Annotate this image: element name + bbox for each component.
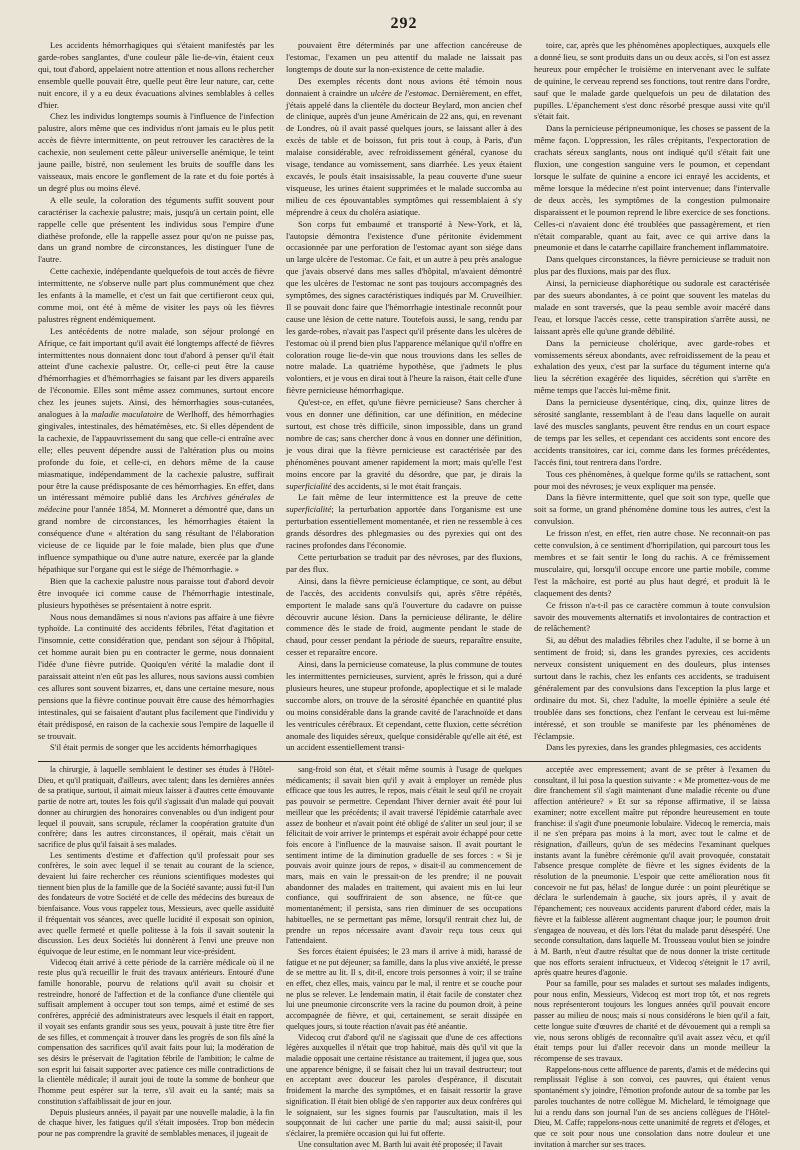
paragraph: Ainsi, dans la pernicieuse comateuse, la plus commune de toutes les intermittentes pernicieuses, survient, après le frisson, qui a duré plusieurs heures, une stupeur profonde, apoplectique et si le malade succombe alors, on trouve de la sérosité épanchée en quantité plus ou moins considérable dans la grande cavité de l'arachnoïde et dans les ventricules cérébraux. Et cependant, cette fluxion, cette sécrétion anomale des liquides séreux, quelque considérable qu'elle ait été, est un accident essentiellement transi- <box>286 659 522 753</box>
paragraph: la chirurgie, à laquelle semblaient le destiner ses études à l'Hôtel-Dieu, et qu'il pratiquait, d'ailleurs, avec talent; dans les dernières années de sa pratique, surtout, il aimait mieux laisser à d'autres cette émouvante partie de notre art, toutes les fois qu'il s'agissait d'un malade qui pouvait donner au chirurgien des honoraires convenables ou d'un indigent pour lequel il pouvait, sans scrupule, réclamer la coopération gratuite d'un confrère; dans les autres circonstances, il opérait, mais c'était un sacrifice de plus qu'il faisait à ses malades. <box>38 765 274 849</box>
paragraph: Dans la pernicieuse péripneumonique, les choses se passent de la même façon. L'oppression, les râles crépitants, l'expectoration de crachats séreux sanglants, nous ont indiqué qu'il s'était fait une fluxion, une congestion sanguine vers le poumon, et cependant lorsque le sulfate de quinine a encore ici enrayé les accidents, et même lorsque la médecine n'est point intervenue; dans l'intervalle de deux accès, les symptômes de la congestion pulmonaire disparaissent et le poumon reprend le libre exercice de ses fonctions. Celles-ci n'avaient donc été troublées que passagèrement, et rien n'était comparable, quant au fait, avec ce qui arrive dans la pneumonie et dans le catarrhe capillaire franchement inflammatoire. <box>534 123 771 253</box>
paragraph: sang-froid son état, et s'était même soumis à l'usage de quelques médicaments; il savait bien qu'il y avait à employer un remède plus efficace que tous les autres, le repos, mais c'était le seul qu'il ne croyait pas pouvoir se permettre. Cependant l'hiver dernier avait été pour lui meilleur que les précédents; il avait traversé l'épidémie catarrhale avec assez de bonheur et n'avait point été obligé de s'aliter un seul jour; il se félicitait de voir arriver le printemps et espérait avoir échappé pour cette fois encore à l'influence de la mauvaise saison. Il avait pourtant le sentiment intime de la diminution graduelle de ses forces : « Si je pouvais avoir quinze jours de repos, » disait-il au commencement de mars, mais en vain le pressait-on de les prendre; il ne pouvait abandonner des malades en traitement, qui avaient mis en lui leur confiance, qui souffriraient de son absence, ne fût-ce que momentanément; il persista, sans rien diminuer de ses occupations habituelles, ne se permettant pas même, lorsqu'il rentrait chez lui, de prendre un repos nécessaire avant d'avoir reçu tous ceux qui l'attendaient. <box>286 765 522 946</box>
paragraph: Bien que la cachexie palustre nous paraisse tout d'abord devoir être invoquée ici comme cause de l'hémorrhagie intestinale, plusieurs hypothèses se présentaient à notre esprit. <box>38 575 274 610</box>
paragraph: Rappelons-nous cette affluence de parents, d'amis et de médecins qui remplissait l'église à son convoi, ces pauvres, qui étaient venus spontanément s'y joindre, l'émotion profonde autour de sa tombe par les paroles touchantes de notre collègue M. Michelard, le témoignage que lui a rendu dans son journal l'un de ses anciens collègues de l'Hôtel-Dieu, M. Caffe; rappelons-nous cette unanimité de regrets et d'éloges, et que ce soit pour nous une consolation dans notre douleur et une invitation à marcher sur ses traces. <box>534 1064 770 1149</box>
paragraph: Ce frisson n'a-t-il pas ce caractère commun à toute convulsion savoir des mouvements alternatifs et involontaires de contraction et de relâchement? <box>534 599 770 634</box>
paragraph: Videcoq crut d'abord qu'il ne s'agissait que d'une de ces affections légères auxquelles il n'était que trop habitué, mais dès qu'il vit que la maladie opposait une certaine résistance au traitement, il jugea que, sous une apparence bénigne, il se faisait chez lui un travail destructeur; tout en acceptant avec douceur les paroles d'espérance, il discutait froidement la marche des symptômes, et en faisait ressortir la grave signification. Il était bien obligé de s'en rapporter aux deux confrères qui le soignaient, sur les signes fournis par l'auscultation, mais il les soupçonnait de lui cacher une partie du mal; aussi saisit-il, pour s'éclairer, la première occasion qui lui fut offerte. <box>286 1032 522 1138</box>
paragraph: Dans la pernicieuse dysentérique, cinq, dix, quinze litres de sérosité sanglante, ressemblant à de l'eau dans laquelle on aurait lavé des muscles sanglants, peuvent être rendus en un court espace de temps par les selles, et cependant ces accidents sont encore des accidents transitoires, car ici, comme dans les formes précédentes, l'accès fini, tout rentrera dans l'ordre. <box>534 397 770 467</box>
paragraph: Le frisson n'est, en effet, rien autre chose. Ne reconnait-on pas cette convulsion, à ce sentiment d'horripilation, qui parcourt tous les membres et se fait sentir le long du rachis. A ce frémissement musculaire, qui, lorsqu'il occupe encore une partie mobile, comme l'est la mâchoire, est porté au plus haut degré, et produit là le claquement des dents? <box>534 528 770 598</box>
paragraph: Ainsi, dans la fièvre pernicieuse éclamptique, ce sont, au début de l'accès, des accidents convulsifs qui, après s'être répétés, emportent le malade sans qu'à l'ouverture du cadavre on puisse découvrir aucune lésion. Dans la pernicieuse délirante, le délire commence dès le stade de froid, augmente pendant le stade de chaud, pour cesser pendant la période de sueurs, reparaître ensuite, cesser et reparaître encore. <box>286 575 522 658</box>
paragraph: toire, car, après que les phénomènes apoplectiques, auxquels elle a donné lieu, se sont produits dans un ou deux accès, si l'on est assez heureux pour empêcher le troisième en intervenant avec le sulfate de quinine, le cerveau reprend ses fonctions, tout rentre dans l'ordre, sauf que le malade garde quelquefois un peu de dilatation des pupilles. L'épanchement s'est donc résorbé presque aussi vite qu'il s'était fait. <box>534 40 770 122</box>
paragraph: Dans quelques circonstances, la fièvre pernicieuse se traduit non plus par des fluxions, mais par des flux. <box>534 254 770 277</box>
paragraph: Les antécédents de notre malade, son séjour prolongé en Afrique, ce fait important qu'il avait été longtemps affecté de fièvres intermittentes nous donnaient donc tout d'abord à penser qu'il était atteint d'une cachexie palustre. Or, celle-ci peut être la cause d'hémorrhagies et d'hémorrhagies se faisant par les divers appareils de l'économie. Elles sont même assez communes, surtout encore chez les jeunes sujets. Ainsi, des hémorrhagies sous-cutanées, analogues à la maladie maculatoire de Werlhoff, des hémorrhagies gingivales, intestinales, des hématémèses, etc. Si elles dépendent de la cachexie, de l'appauvrissement du sang que celle-ci entraîne avec elle; elles peuvent dépendre aussi de l'altération plus ou moins profonde du foie, et celle-ci, en dehors même de la cause miasmatique, indépendamment de la cachexie palustre, suffirait pour être la cause prédisposante de ces hémorrhagies. En effet, dans un intéressant mémoire publié dans les Archives générales de médecine pour l'année 1854, M. Monneret a démontré que, dans un grand nombre de circonstances, les hémorrhagies étaient la conséquence d'une « altération du sang résultant de l'élaboration vicieuse de ce liquide par le foie malade, bien plus que d'une influence sympathique ou d'une autre nature, exercée par la glande hépathique sur l'organe qui est le siége de l'hémorrhagie. » <box>38 325 275 574</box>
paragraph: Si, au début des maladies fébriles chez l'adulte, il se borne à un sentiment de froid; si, dans les grandes pyrexies, ces accidents nerveux consistent uniquement en des douleurs, plus intenses surtout dans le rachis, chez les enfants ces accidents, se traduisent généralement par des convulsions dans l'exception la plus large et ordinaire du mot. Si, chez l'adulte, la moelle épinière a seule été troublée dans ses fonctions, chez l'enfant le cerveau est lui-même intéressé, et son trouble se manifeste par les phénomènes de l'éclampsie. <box>534 635 770 741</box>
obituary-feuilleton <box>38 765 770 1149</box>
paragraph: Qu'est-ce, en effet, qu'une fièvre pernicieuse? Sans chercher à vous en donner une définition, car une définition, en médecine surtout, est chose très difficile, sinon impossible, dans un grand nombre de cas; sans chercher donc à vous en donner une définition, je vous dirai que la fièvre pernicieuse est caractérisée par des phénomènes pouvant amener rapidement la mort; mais qu'elle l'est moins encore par la gravité du désordre, que par, je dirais la superficialité des accidents, si le mot était français. <box>286 397 522 491</box>
paragraph: Cette perturbation se traduit par des névroses, par des fluxions, par des flux. <box>286 551 522 574</box>
paragraph: pouvaient être déterminés par une affection cancéreuse de l'estomac, l'examen un peu attentif du malade ne laissait pas longtemps de doute sur la non-existence de cette maladie. <box>286 40 522 74</box>
paragraph: Des exemples récents dont nous avions été témoin nous donnaient à craindre un ulcère de l'estomac. Dernièrement, en effet, j'étais appelé dans la clientèle du docteur Beylard, mon ancien chef de clinique, auprès d'un jeune Américain de 22 ans, qui, en revenant de Londres, où il avait passé quelques jours, se laissant aller à des excès de table et de boisson, fut pris tout à coup, à Paris, d'un malaise considérable, avec refroidissement général, cyanose du visage, tendance au vomissement, sans diarrhée. Les yeux étaient excavés, le pouls était insaisissable, la peau couverte d'une sueur visqueuse, les urines étaient supprimées et le malade succomba au milieu de ces épouvantables symptômes qui ressemblaient à s'y méprendre à ceux du choléra asiatique. <box>286 75 522 217</box>
paragraph: Videcoq était arrivé à cette période de la carrière médicale où il ne reste plus qu'à recueillir le fruit des travaux antérieurs. Entouré d'une famille honorable, pourvu de relations qu'il avait su choisir et restreindre, honoré de l'affection et de la confiance d'une clientèle qui suffisait amplement à occuper tout son temps, aimé et estimé de ses confrères, apprécié des administrateurs avec lesquels il était en rapport, il voyait ses enfants grandir sous ses yeux, pouvait à juste titre être fier de ses filles, et commençait à trouver dans les progrès de son fils aîné la compensation des sacrifices qu'il avait faits pour lui; la modération de ses désirs le préservait de l'agitation fébrile de l'ambition; le calme de son esprit lui faisait supporter avec patience ces mille contradictions de la clientèle médicale; il aurait joui de toute la somme de bonheur que l'homme peut espérer sur la terre, s'il avait eu la santé; mais sa constitution s'affaiblissait de jour en jour. <box>38 957 274 1106</box>
main-article <box>38 40 770 758</box>
paragraph: Une consultation avec M. Barth lui avait été proposée; il l'avait <box>298 1139 503 1149</box>
feuilleton-column-2 <box>286 765 522 1149</box>
article-column-3 <box>534 40 770 758</box>
paragraph: Le fait même de leur intermittence est la preuve de cette superficialité; la perturbation apportée dans l'organisme est une perturbation essentiellement momentanée, et rien ne ressemble à ces grands désordres des phlegmasies ou des pyrexies qui ont des racines profondes dans l'économie. <box>286 492 522 551</box>
paragraph: Son corps fut embaumé et transporté à New-York, et là, l'autopsie démontra l'existence d'une péritonite évidemment occasionnée par une perforation de l'estomac ayant son siége dans un large ulcère de l'estomac. Ce fait, et un autre à peu près analogue que j'avais observé dans mes salles d'hôpital, m'avaient démontré que les ulcères de l'estomac ne sont pas toujours accompagnés des symptômes, des signes caractéristiques indiqués par M. Cruveilhier. Il se pouvait donc faire que l'hémorrhagie intestinale reconnût pour cause une lésion de cette nature. Toutefois aussi, le sang, rendu par les garde-robes, n'avait pas l'aspect qu'il présente dans les ulcères de l'estomac où il prend bien plus l'apparence mélanique qu'il n'offre en coloration rouge lie-de-vin que nous trouvions dans les selles de notre malade. La quatrième hypothèse, que j'admets le plus volontiers, et je vous en dirai tout à l'heure la raison, était celle d'une fièvre pernicieuse hémorrhagique. <box>286 218 522 396</box>
paragraph: Dans la pernicieuse cholérique, avec garde-robes et vomissements séreux abondants, avec refroidissement de la peau et exhalation des yeux, c'est par la surface du tégument interne qu'a lieu la sécrétion exagérée des liquides, sécrétion qui s'arrête en même temps que l'accès lui-même finit. <box>534 337 770 396</box>
paragraph: S'il était permis de songer que les accidents hémorrhagiques <box>50 742 257 753</box>
paragraph: Ses forces étaient épuisées; le 23 mars il arrive à midi, harassé de fatigue et ne put déjeuner; sa famille, dans la plus vive anxiété, le presse de se mettre au lit. Il s, dit-il, encore trois personnes à voir; il se traîne en effet, chez elles, mais, vaincu par le mal, il rentre et se couche pour ne plus se relever. Le lendemain matin, il était facile de constater chez lui une pneumonie circonscrite vers la racine du poumon droit, à peine accompagnée de fièvre, et qui, certainement, se serait dissipée en quelques jours, si toute réaction n'avait pas été anéantie. <box>286 946 522 1031</box>
article-column-2 <box>286 40 522 758</box>
paragraph: Les accidents hémorrhagiques qui s'étaient manifestés par les garde-robes sanglantes, d'une couleur pâle lie-de-vin, étaient ceux qui, tout d'abord, appelaient notre attention et nous allons rechercher ensemble quelle pouvait être, quelle peut être leur nature, car, cette nuit encore, il y a eu deux évacuations alvines semblables à celles d'hier. <box>38 40 274 110</box>
paragraph: Tous ces phénomènes, à quelque forme qu'ils se rattachent, sont pour moi des névroses; je veux expliquer ma pensée. <box>534 468 770 491</box>
paragraph: acceptée avec empressement; avant de se prêter à l'examen du consultant, il lui posa la question suivante : « Me promettez-vous de me dire franchement s'il s'agit maintenant d'une maladie récente ou d'une affection antérieure? » Et sur sa réponse affirmative, il se laissa examiner; notre excellent maître put répondre heureusement en toute franchise: il s'agit d'une pneumonie lobulaire. Videcoq le remercia, mais il ne s'en prépara pas moins à la mort, avec tout le calme et de résignation, d'ailleurs, qu'un de ses médecins l'examinant quelques instants avant la funèbre cérémonie qu'il avait provoquée, constatait l'absence presque complète de fièvre et les signes évidents de la résolution de la pneumonie. L'espoir que cette amélioration nous fit concevoir ne fut pas, hélas! de longue durée : un point pleurétique se déclara le surlendemain à gauche, six jours après, il y avait de l'épanchement; ces nouveaux accidents parurent d'abord céder, mais la fièvre et la faiblesse allèrent augmentant chaque jour; le poumon droit s'engagea de nouveau, et dès lors l'état du malade parut désespéré. Une seconde consultation, dans laquelle M. Trousseau voulut bien se joindre à M. Barth, n'eut d'autre résultat que de nous donner la triste certitude que nos efforts seraient infructueux, et Videcoq s'éteignit le 17 avril, après quatre heures d'agonie. <box>534 765 770 978</box>
feuilleton-column-1 <box>38 765 274 1138</box>
paragraph: A elle seule, la coloration des téguments suffit souvent pour caractériser la cachexie palustre; mais, jusqu'à un certain point, elle rappelle celle que présentent les individus sous l'empire d'une diathèse profonde, elle la rappelle assez pour qu'on ne puisse pas, dans un grand nombre de circonstances, les distinguer l'une de l'autre. <box>38 194 274 265</box>
paragraph: Chez les individus longtemps soumis à l'influence de l'infection palustre, alors même que ces individus n'ont jamais eu le plus petit accès de fièvre intermittente, on peut retrouver les caractères de la cachexie, non seulement cette pâleur universelle anémique, le teint jaune paille, bistré, non seulement les bruits de souffle dans les vaisseaux, mais encore le gonflement de la rate et du foie portés à un degré plus ou moins élevé. <box>38 111 274 193</box>
paragraph: Les sentiments d'estime et d'affection qu'il professait pour ses confrères, le soin avec lequel il se tenait au courant de la science, devaient lui faire rechercher ces réunions scientifiques modestes qui tiennent bien plus de la famille que de la Société savante; aussi fut-il l'un des fondateurs de votre Société et de celle des médecins des bureaux de bienfaisance. Vous vous rappelez tous, Messieurs, avec quelle assiduité il fréquentait vos séances, avec quelle lucidité il exposait son opinion, avec quelle fermeté et quelle politesse à la fois il savait soutenir la discussion. Les deux Sociétés lui donnèrent à l'envi une preuve non équivoque de leur estime, en le nommant leur vice-président. <box>38 850 274 956</box>
paragraph: Ainsi, la pernicieuse diaphorétique ou sudorale est caractérisée par des sueurs abondantes, à ce point que souvent les matelas du malade en sont traversés, que la peau semble avoir macéré dans l'eau, et lorsque l'accès cesse, cette transpiration s'arrête aussi, ne laissant après elle qu'une grande débilité. <box>534 278 770 336</box>
section-divider <box>38 761 770 762</box>
paragraph: Pour sa famille, pour ses malades et surtout ses malades indigents, pour nous enfin, Messieurs, Videcoq est mort trop tôt, et nos regrets nous représenteront toujours les longues années qu'il pouvait encore passer au milieu de nous; mais si nous considérons le bien qu'il a fait, cette longue suite d'œuvres de charité et de dévouement qui a rempli sa vie, nous serons obligés de reconnaître qu'il avait assez vécu, et qu'il était temps pour lui d'aller recevoir dans un monde meilleur la récompense de ses travaux. <box>534 979 770 1063</box>
paragraph: Dans les pyrexies, dans les grandes phlegmasies, ces accidents <box>546 742 762 753</box>
paragraph: Cette cachexie, indépendante quelquefois de tout accès de fièvre intermittente, ne s'observe nulle part plus communément que chez les enfants à la mamelle, et c'est un fait que certifieront ceux qui, comme moi, ont été à même de visiter les pays où les fièvres palustres règnent endémiquement. <box>38 266 274 324</box>
paragraph: Dans la fièvre intermittente, quel que soit son type, quelle que soit sa forme, un grand phénomène domine tous les autres, c'est la convulsion. <box>534 492 770 527</box>
page-number: 292 <box>390 15 418 32</box>
feuilleton-column-3 <box>534 765 770 1149</box>
paragraph: Depuis plusieurs années, il payait par une nouvelle maladie, à la fin de chaque hiver, les fatigues qu'il s'était imposées. Trop bon médecin pour ne pas comprendre la gravité de semblables menaces, il jugeait de <box>38 1107 274 1138</box>
article-column-1 <box>38 40 274 758</box>
paragraph: Nous nous demandâmes si nous n'avions pas affaire à une fièvre typhoïde. La continuité des accidents fébriles, l'état d'agitation et l'insomnie, cette considération que, pendant son séjour à l'hôpital, cet homme aurait bien pu en contracter le germe, nous donnaient l'idée d'une fièvre putride. Quoiqu'en vérité la maladie dont il paraissait atteint n'en eût pas les allures, nous savions aussi combien ces allures sont souvent bizarres, et, dans une certaine mesure, nous pensions que la fièvre continue pouvait être cause des hémorrhagies intestinales, qui se faisaient d'autant plus facilement que l'individu y était prédisposé, en raison de la cachexie sous l'empire de laquelle il se trouvait. <box>38 611 274 741</box>
